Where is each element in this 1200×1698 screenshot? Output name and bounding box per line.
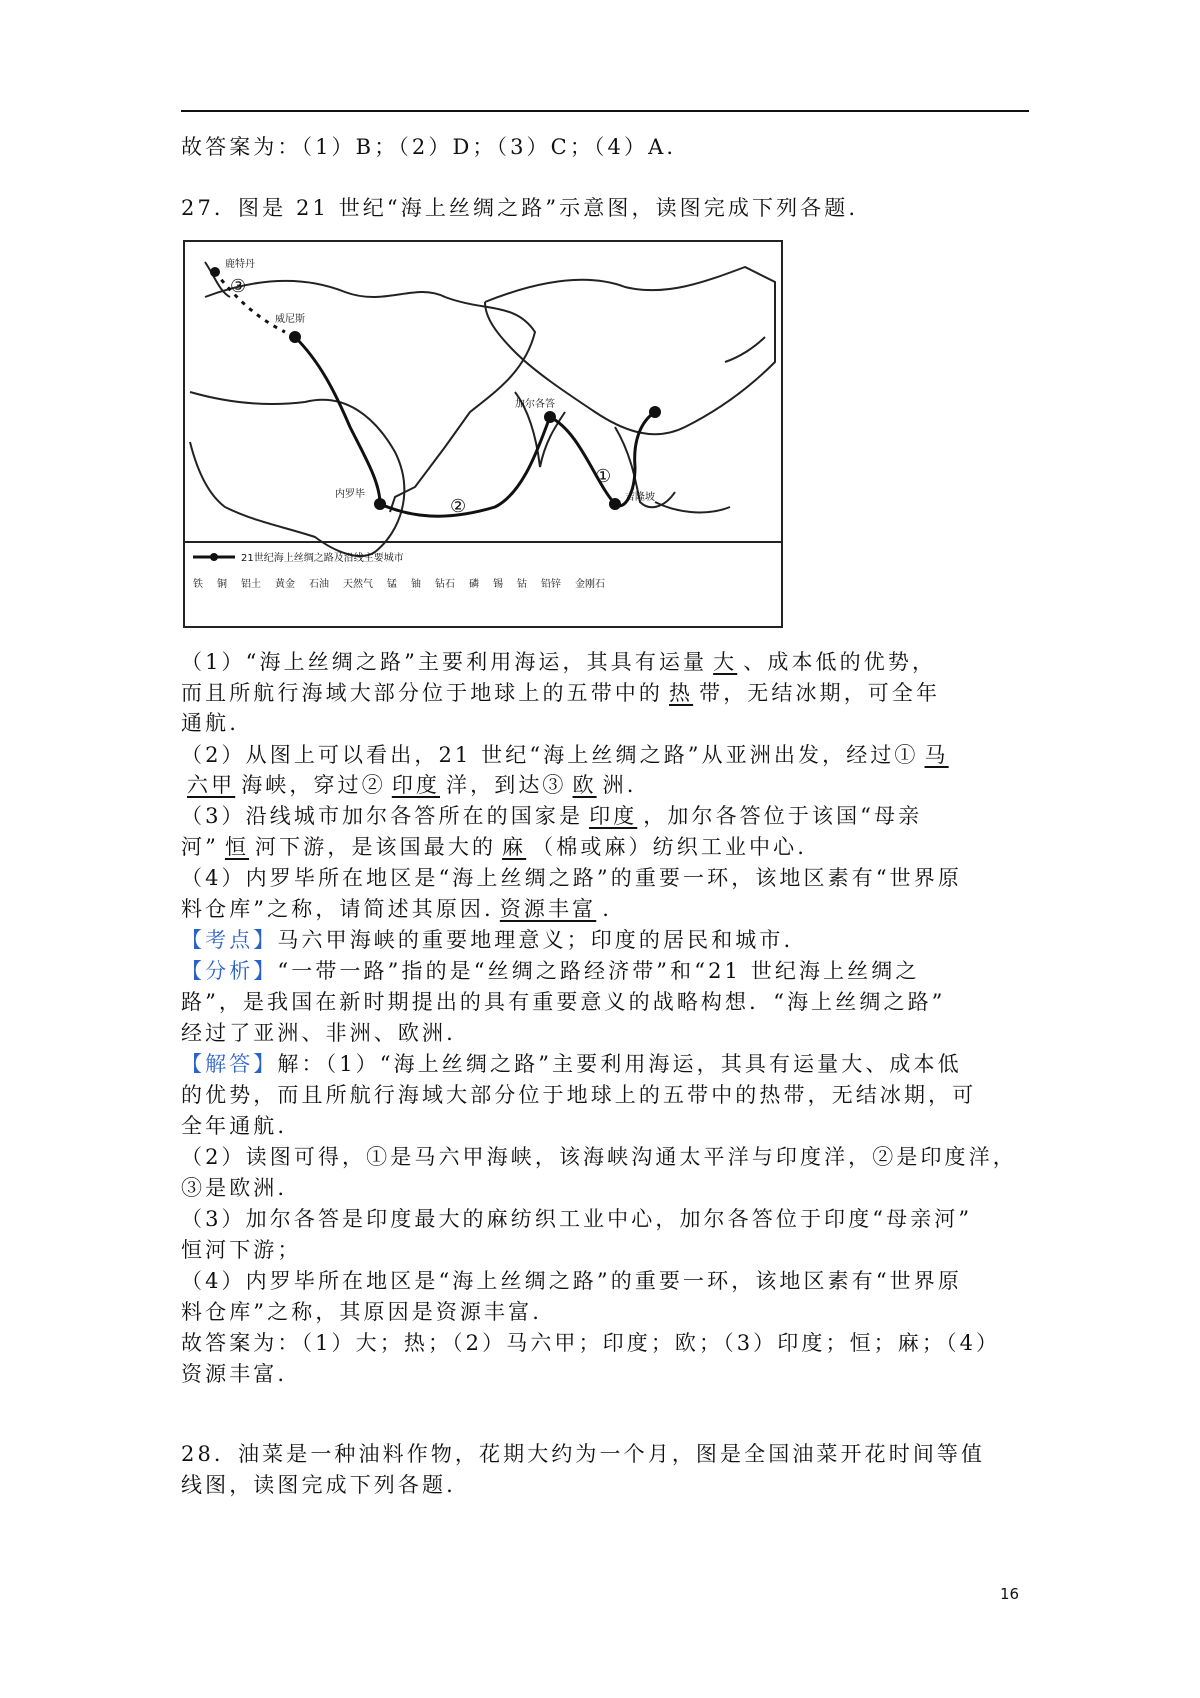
header-rule [181,110,1029,112]
marker-1: ① [595,466,612,487]
page-number: 16 [1000,1585,1020,1603]
kaodian-line: 【考点】马六甲海峡的重要地理意义；印度的居民和城市. [181,928,794,952]
blank-answer: 印度 [589,804,638,828]
jieda-line11: 资源丰富. [181,1362,288,1386]
jieda-line10: 故答案为：（1）大；热；（2）马六甲；印度；欧；（3）印度；恒；麻；（4） [181,1331,1001,1355]
blank-answer: 大 [713,650,738,674]
coastline-europe-mideast [205,281,535,512]
legend-item: 黄金 [275,579,295,590]
route-main [295,337,550,516]
coastline-japan [725,337,765,362]
coastline-indonesia [655,502,730,512]
legend-items-row [193,577,605,590]
label-venice: 威尼斯 [275,314,305,325]
jieda-line7: 恒河下游； [181,1238,302,1262]
q27-1-line3: 通航. [181,711,239,735]
legend-item: 石油 [309,579,329,590]
q27-4-line1: （4）内罗毕所在地区是“海上丝绸之路”的重要一环，该地区素有“世界原 [181,866,962,890]
legend-route: 21世纪海上丝绸之路及沿线主要城市 [241,553,404,564]
city-dot-nairobi [374,498,386,510]
question-28-line2: 线图，读图完成下列各题. [181,1473,456,1497]
legend-item: 铅锌 [541,579,561,590]
city-dot-rotterdam [210,267,220,277]
legend-item: 磷 [469,579,479,590]
jieda-line6: （3）加尔各答是印度最大的麻纺织工业中心，加尔各答位于印度“母亲河” [181,1207,973,1231]
city-dot-china [649,406,661,418]
jieda-line8: （4）内罗毕所在地区是“海上丝绸之路”的重要一环，该地区素有“世界原 [181,1269,962,1293]
legend-item: 锰 [387,579,397,590]
q27-4-line2: 料仓库”之称，请简述其原因. 资源丰富 . [181,897,612,921]
q27-1-line1: （1）“海上丝绸之路”主要利用海运，其具有运量 大 、成本低的优势， [181,650,937,674]
legend-item: 铁 [193,579,203,590]
kaodian-tag: 【考点】 [181,928,278,952]
label-kolkata: 加尔各答 [515,399,555,410]
blank-answer: 印度 [391,773,441,797]
blank-answer: 欧 [572,773,597,797]
legend-item: 铜 [217,579,227,590]
city-dot-kualalumpur [609,498,621,510]
jieda-line2: 的优势，而且所航行海域大部分位于地球上的五带中的热带，无结冰期，可 [181,1083,977,1107]
legend-item: 钻石 [435,579,455,590]
legend-item: 钴 [517,579,527,590]
fenxi-tag: 【分析】 [181,959,278,983]
fenxi-line1: 【分析】“一带一路”指的是“丝绸之路经济带”和“21 世纪海上丝绸之 [181,959,920,983]
jieda-line1: 【解答】解：（1）“海上丝绸之路”主要利用海运，其具有运量大、成本低 [181,1052,962,1076]
q27-2-line1: （2）从图上可以看出，21 世纪“海上丝绸之路”从亚洲出发，经过① 马 [181,740,1041,770]
label-nairobi: 内罗毕 [335,489,365,500]
jieda-line4: （2）读图可得，①是马六甲海峡，该海峡沟通太平洋与印度洋，②是印度洋， [181,1145,1017,1169]
jieda-line3: 全年通航. [181,1114,288,1138]
city-dot-venice [289,331,301,343]
answer-line-26: 故答案为：（1）B；（2）D；（3）C；（4）A. [181,135,677,159]
silk-road-map [183,240,783,628]
q27-3-line2: 河” 恒 河下游，是该国最大的 麻 （棉或麻）纺织工业中心. [181,835,808,859]
map-canvas [185,242,781,626]
q27-3-line1: （3）沿线城市加尔各答所在的国家是 印度 ，加尔各答位于该国“母亲 [181,804,923,828]
legend-item: 金刚石 [575,579,605,590]
blank-answer: 六甲 [187,773,236,797]
jieda-line9: 料仓库”之称，其原因是资源丰富. [181,1300,543,1324]
legend-item: 铝土 [241,579,261,590]
blank-answer: 热 [669,681,694,705]
city-dot-kolkata [544,411,556,423]
fenxi-line3: 经过了亚洲、非洲、欧洲. [181,1021,456,1045]
blank-answer: 资源丰富 [499,897,597,921]
marker-3: ③ [230,276,247,297]
blank-answer: 恒 [224,835,250,859]
question-27-title: 27．图是 21 世纪“海上丝绸之路”示意图，读图完成下列各题. [181,196,859,220]
question-28-line1: 28．油菜是一种油料作物，花期大约为一个月，图是全国油菜开花时间等值 [181,1442,986,1466]
jieda-line5: ③是欧洲. [181,1176,288,1200]
fenxi-line2: 路”，是我国在新时期提出的具有重要意义的战略构想．“海上丝绸之路” [181,990,946,1014]
q27-2-line2: 六甲 海峡，穿过② 印度 洋，到达③ 欧 洲. [181,770,1041,800]
jieda-tag: 【解答】 [181,1052,278,1076]
q27-1-line2: 而且所航行海域大部分位于地球上的五带中的 热 带，无结冰期，可全年 [181,681,941,705]
legend-item: 锡 [493,579,503,590]
legend-item: 铀 [411,579,421,590]
blank-answer: 马 [924,743,949,767]
marker-2: ② [450,496,467,517]
label-kualalumpur: 吉隆坡 [625,492,655,503]
legend-item: 天然气 [343,579,373,590]
label-rotterdam: 鹿特丹 [225,259,255,270]
blank-answer: 麻 [502,835,527,859]
